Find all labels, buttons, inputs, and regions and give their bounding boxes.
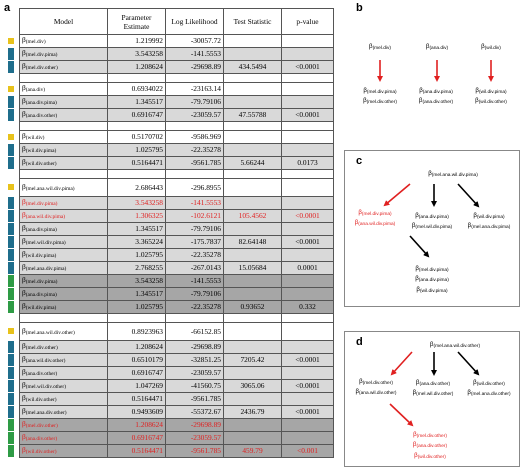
model-cell: $\beta_{(ana.div.other)}$ bbox=[20, 432, 108, 445]
estimate-cell: 0.6916747 bbox=[108, 432, 166, 445]
loglik-cell: -23059.57 bbox=[166, 367, 224, 380]
estimate-cell: 3.543258 bbox=[108, 197, 166, 210]
model-cell: $\beta_{(mel.div.pima)}$ bbox=[20, 197, 108, 210]
model-cell: $\beta_{(mel.ana.wil.div.pima)}$ bbox=[20, 179, 108, 197]
stat-cell: 5.66244 bbox=[224, 157, 282, 170]
stat-cell: 2436.79 bbox=[224, 406, 282, 419]
loglik-cell: -41560.75 bbox=[166, 380, 224, 393]
estimate-cell: 1.219992 bbox=[108, 35, 166, 48]
model-cell: $\beta_{(mel.wil.div.other)}$ bbox=[20, 380, 108, 393]
d-node-ana-vs-melwil: $\beta_{(ana.div.other)}$ $\beta_{(mel.wil.div.other)}$ bbox=[412, 379, 454, 398]
p-value-cell: <0.0001 bbox=[282, 406, 334, 419]
panel-label-b: b bbox=[356, 2, 363, 14]
c-node-mel-vs-anawil: $\beta_{(mel.div.pima)}$ $\beta_{(ana.wil.div.pima)}$ bbox=[354, 209, 396, 228]
loglik-cell: -23059.57 bbox=[166, 109, 224, 122]
loglik-cell: -9561.785 bbox=[166, 393, 224, 406]
header-log-likelihood: Log Likelihood bbox=[166, 9, 224, 35]
loglik-cell: -22.35278 bbox=[166, 249, 224, 262]
model-subscript: (mel.div.pima) bbox=[25, 279, 58, 285]
model-subscript: (mel.div) bbox=[25, 39, 46, 45]
stat-cell: 82.64148 bbox=[224, 236, 282, 249]
estimate-cell: 0.9493609 bbox=[108, 406, 166, 419]
stat-cell: 15.05684 bbox=[224, 262, 282, 275]
b-node-wil-div: $\beta_{(wil.div)}$ bbox=[481, 43, 501, 51]
b-node-ana-div: $\beta_{(ana.div)}$ bbox=[425, 43, 449, 51]
d-node-separate-other: $\beta_{(mel.div.other)}$ $\beta_{(ana.div.other)}$ $\beta_{(wil.div.other)}$ bbox=[412, 431, 448, 460]
estimate-cell: 1.345517 bbox=[108, 288, 166, 301]
model-cell: $\beta_{(mel.wil.div.pima)}$ bbox=[20, 236, 108, 249]
estimate-cell: 0.6916747 bbox=[108, 367, 166, 380]
model-cell: $\beta_{(wil.div.pima)}$ bbox=[20, 144, 108, 157]
model-subscript: (mel.ana.div.pima) bbox=[25, 266, 67, 272]
model-subscript: (mel.div.pima) bbox=[25, 52, 58, 58]
model-cell: $\beta_{(ana.div.other)}$ bbox=[20, 109, 108, 122]
header-p-value: p-value bbox=[282, 9, 334, 35]
model-cell: $\beta_{(mel.div)}$ bbox=[20, 35, 108, 48]
header-parameter-estimate: Parameter Estimate bbox=[108, 9, 166, 35]
estimate-cell: 2.768255 bbox=[108, 262, 166, 275]
model-subscript: (mel.div.other) bbox=[25, 65, 58, 71]
model-subscript: (ana.div.pima) bbox=[25, 227, 57, 233]
loglik-cell: -9561.785 bbox=[166, 157, 224, 170]
stat-cell: 7205.42 bbox=[224, 354, 282, 367]
model-subscript: (mel.div.other) bbox=[25, 345, 58, 351]
p-value-cell: <0.0001 bbox=[282, 210, 334, 223]
c-arrow-red bbox=[385, 184, 410, 205]
loglik-cell: -175.7837 bbox=[166, 236, 224, 249]
panel-label-d: d bbox=[356, 336, 363, 348]
model-subscript: (mel.ana.wil.div.other) bbox=[25, 329, 75, 336]
loglik-cell: -9561.785 bbox=[166, 445, 224, 458]
d-arrow-right bbox=[458, 352, 478, 374]
model-subscript: (ana.div.other) bbox=[25, 113, 58, 119]
model-cell: $\beta_{(ana.wil.div.other)}$ bbox=[20, 354, 108, 367]
model-cell: $\beta_{(mel.div.pima)}$ bbox=[20, 48, 108, 61]
model-cell: $\beta_{(ana.div.other)}$ bbox=[20, 367, 108, 380]
estimate-cell: 3.365224 bbox=[108, 236, 166, 249]
estimate-cell: 1.025795 bbox=[108, 249, 166, 262]
model-cell: $\beta_{(mel.div.other)}$ bbox=[20, 419, 108, 432]
loglik-cell: -55372.67 bbox=[166, 406, 224, 419]
estimate-cell: 3.543258 bbox=[108, 275, 166, 288]
p-value-cell: 0.0001 bbox=[282, 262, 334, 275]
header-test-statistic: Test Statistic bbox=[224, 9, 282, 35]
p-value-cell: 0.332 bbox=[282, 301, 334, 314]
loglik-cell: -23059.57 bbox=[166, 432, 224, 445]
loglik-cell: -79.79106 bbox=[166, 288, 224, 301]
loglik-cell: -102.6121 bbox=[166, 210, 224, 223]
stat-cell: 0.93652 bbox=[224, 301, 282, 314]
estimate-cell: 0.6510179 bbox=[108, 354, 166, 367]
estimate-cell: 1.025795 bbox=[108, 144, 166, 157]
estimate-cell: 1.025795 bbox=[108, 301, 166, 314]
c-node-all-pima: $\beta_{(mel.ana.wil.div.pima)}$ bbox=[428, 170, 478, 178]
model-subscript: (ana.wil.div.other) bbox=[25, 358, 66, 364]
estimate-cell: 1.208624 bbox=[108, 61, 166, 74]
d-arrow-down-red bbox=[390, 404, 412, 425]
model-subscript: (mel.div.pima) bbox=[25, 201, 58, 207]
model-subscript: (wil.div.other) bbox=[25, 397, 57, 403]
model-subscript: (ana.div.pima) bbox=[25, 292, 57, 298]
model-subscript: (ana.div.other) bbox=[25, 371, 58, 377]
p-value-cell: <0.0001 bbox=[282, 61, 334, 74]
loglik-cell: -141.5553 bbox=[166, 275, 224, 288]
p-value-cell: <0.0001 bbox=[282, 380, 334, 393]
model-subscript: (mel.div.other) bbox=[25, 423, 58, 429]
c-node-wil-vs-melana: $\beta_{(wil.div.pima)}$ $\beta_{(mel.ana.div.pima)}$ bbox=[467, 212, 511, 231]
model-cell: $\beta_{(wil.div)}$ bbox=[20, 131, 108, 144]
model-subscript: (ana.div) bbox=[25, 87, 46, 93]
estimate-cell: 0.6916747 bbox=[108, 109, 166, 122]
model-subscript: (mel.wil.div.pima) bbox=[25, 240, 66, 246]
loglik-cell: -22.35278 bbox=[166, 301, 224, 314]
c-arrow-down bbox=[410, 236, 428, 256]
header-model: Model bbox=[20, 9, 108, 35]
model-cell: $\beta_{(mel.div.other)}$ bbox=[20, 341, 108, 354]
estimate-cell: 1.208624 bbox=[108, 419, 166, 432]
panel-label-c: c bbox=[356, 155, 363, 167]
c-node-ana-vs-melwil: $\beta_{(ana.div.pima)}$ $\beta_{(mel.wil.div.pima)}$ bbox=[411, 212, 453, 231]
model-subscript: (ana.wil.div.pima) bbox=[25, 214, 66, 220]
b-node-mel-div: $\beta_{(mel.div)}$ bbox=[369, 43, 391, 51]
loglik-cell: -141.5553 bbox=[166, 48, 224, 61]
model-subscript: (wil.div.pima) bbox=[25, 148, 57, 154]
p-value-cell: <0.0001 bbox=[282, 109, 334, 122]
estimate-cell: 0.5164471 bbox=[108, 157, 166, 170]
model-subscript: (wil.div.pima) bbox=[25, 305, 57, 311]
model-subscript: (mel.wil.div.other) bbox=[25, 384, 66, 390]
d-node-wil-vs-melana: $\beta_{(wil.div.other)}$ $\beta_{(mel.ana.div.other)}$ bbox=[467, 379, 511, 398]
estimate-cell: 0.5164471 bbox=[108, 393, 166, 406]
model-subscript: (ana.div.pima) bbox=[25, 100, 57, 106]
loglik-cell: -23163.14 bbox=[166, 83, 224, 96]
b-node-wil-split: $\beta_{(wil.div.pima)}$ $\beta_{(wil.div.other)}$ bbox=[475, 87, 507, 106]
d-node-mel-vs-anawil: $\beta_{(mel.div.other)}$ $\beta_{(ana.wil.div.other)}$ bbox=[355, 378, 397, 397]
model-subscript: (wil.div.other) bbox=[25, 161, 57, 167]
loglik-cell: -66152.85 bbox=[166, 323, 224, 341]
model-cell: $\beta_{(mel.div.other)}$ bbox=[20, 61, 108, 74]
model-cell: $\beta_{(mel.ana.div.pima)}$ bbox=[20, 262, 108, 275]
estimate-cell: 0.8923963 bbox=[108, 323, 166, 341]
estimate-cell: 2.686443 bbox=[108, 179, 166, 197]
d-arrow-red bbox=[392, 352, 412, 374]
estimate-cell: 0.6934022 bbox=[108, 83, 166, 96]
model-cell: $\beta_{(ana.div.pima)}$ bbox=[20, 96, 108, 109]
loglik-cell: -29698.89 bbox=[166, 419, 224, 432]
model-cell: $\beta_{(mel.ana.div.other)}$ bbox=[20, 406, 108, 419]
model-cell: $\beta_{(ana.div.pima)}$ bbox=[20, 288, 108, 301]
estimate-cell: 3.543258 bbox=[108, 48, 166, 61]
loglik-cell: -9586.969 bbox=[166, 131, 224, 144]
p-value-cell: 0.0173 bbox=[282, 157, 334, 170]
b-node-mel-split: $\beta_{(mel.div.pima)}$ $\beta_{(mel.div.other)}$ bbox=[363, 87, 397, 106]
loglik-cell: -29698.89 bbox=[166, 61, 224, 74]
c-node-separate-pima: $\beta_{(mel.div.pima)}$ $\beta_{(ana.div.pima)}$ $\beta_{(wil.div.pima)}$ bbox=[415, 265, 449, 294]
b-node-ana-split: $\beta_{(ana.div.pima)}$ $\beta_{(ana.div.other)}$ bbox=[418, 87, 454, 106]
estimate-cell: 0.5164471 bbox=[108, 445, 166, 458]
model-subscript: (mel.ana.div.other) bbox=[25, 410, 67, 416]
stat-cell: 105.4562 bbox=[224, 210, 282, 223]
model-cell: $\beta_{(ana.div.pima)}$ bbox=[20, 223, 108, 236]
model-subscript: (wil.div.pima) bbox=[25, 253, 57, 259]
loglik-cell: -32851.25 bbox=[166, 354, 224, 367]
loglik-cell: -267.0143 bbox=[166, 262, 224, 275]
model-cell: $\beta_{(mel.div.pima)}$ bbox=[20, 275, 108, 288]
model-cell: $\beta_{(wil.div.other)}$ bbox=[20, 157, 108, 170]
model-cell: $\beta_{(wil.div.pima)}$ bbox=[20, 249, 108, 262]
loglik-cell: -22.35278 bbox=[166, 144, 224, 157]
loglik-cell: -30057.72 bbox=[166, 35, 224, 48]
model-cell: $\beta_{(ana.wil.div.pima)}$ bbox=[20, 210, 108, 223]
model-cell: $\beta_{(mel.ana.wil.div.other)}$ bbox=[20, 323, 108, 341]
stat-cell: 47.55788 bbox=[224, 109, 282, 122]
model-subscript: (ana.div.other) bbox=[25, 436, 58, 442]
model-cell: $\beta_{(wil.div.other)}$ bbox=[20, 445, 108, 458]
model-cell: $\beta_{(wil.div.pima)}$ bbox=[20, 301, 108, 314]
estimate-cell: 0.5170702 bbox=[108, 131, 166, 144]
stat-cell: 434.5494 bbox=[224, 61, 282, 74]
loglik-cell: -296.8955 bbox=[166, 179, 224, 197]
stat-cell: 3065.06 bbox=[224, 380, 282, 393]
estimate-cell: 1.208624 bbox=[108, 341, 166, 354]
model-cell: $\beta_{(wil.div.other)}$ bbox=[20, 393, 108, 406]
estimate-cell: 1.306325 bbox=[108, 210, 166, 223]
estimate-cell: 1.345517 bbox=[108, 223, 166, 236]
stat-cell: 459.79 bbox=[224, 445, 282, 458]
model-subscript: (wil.div.other) bbox=[25, 449, 57, 455]
model-subscript: (wil.div) bbox=[25, 135, 45, 141]
loglik-cell: -79.79106 bbox=[166, 223, 224, 236]
p-value-cell: <0.001 bbox=[282, 445, 334, 458]
c-arrow-right bbox=[458, 184, 478, 206]
model-cell: $\beta_{(ana.div)}$ bbox=[20, 83, 108, 96]
model-subscript: (mel.ana.wil.div.pima) bbox=[25, 185, 75, 192]
panel-label-a: a bbox=[4, 2, 11, 14]
estimate-cell: 1.345517 bbox=[108, 96, 166, 109]
loglik-cell: -29698.89 bbox=[166, 341, 224, 354]
p-value-cell: <0.0001 bbox=[282, 354, 334, 367]
loglik-cell: -141.5553 bbox=[166, 197, 224, 210]
loglik-cell: -79.79106 bbox=[166, 96, 224, 109]
d-node-all-other: $\beta_{(mel.ana.wil.div.other)}$ bbox=[429, 341, 481, 349]
estimate-cell: 1.047269 bbox=[108, 380, 166, 393]
p-value-cell: <0.0001 bbox=[282, 236, 334, 249]
